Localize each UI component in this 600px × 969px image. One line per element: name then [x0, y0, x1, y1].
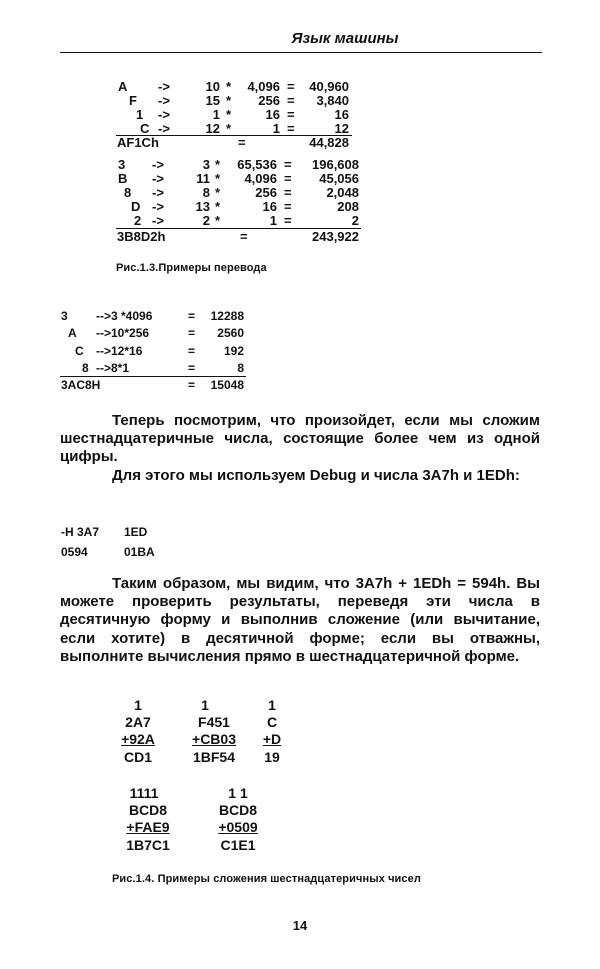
arrow: ->	[158, 121, 170, 136]
arrow: ->	[152, 213, 164, 228]
addend: C	[266, 714, 278, 730]
hex-digit: C	[75, 344, 84, 358]
hex-digit: 1	[136, 107, 144, 122]
decimal-total: 15048	[210, 378, 244, 392]
addition-example	[252, 697, 292, 769]
times-sign: *	[226, 93, 232, 108]
sum-result: CD1	[123, 749, 152, 765]
page-number: 14	[292, 918, 308, 933]
addend-plus: +CB03	[192, 731, 236, 747]
arrow: ->	[152, 171, 164, 186]
hex-digit: 2	[134, 213, 142, 228]
product: 12288	[210, 309, 244, 323]
product: 40,960	[309, 79, 349, 94]
sum-result: 19	[264, 749, 280, 765]
equals-sign: =	[240, 229, 248, 244]
table-row	[0, 361, 600, 376]
place-value: 4,096	[247, 79, 280, 94]
addend: F451	[198, 714, 230, 730]
addition-example	[204, 785, 272, 857]
place-value: 16	[262, 199, 277, 214]
addend-plus: +FAE9	[126, 819, 170, 835]
equals-sign: =	[284, 171, 292, 186]
total-row	[0, 229, 600, 244]
sum-result: 1B7C1	[126, 837, 170, 853]
hex-digit: A	[118, 79, 128, 94]
product: 2560	[217, 326, 244, 340]
arrow: ->	[152, 199, 164, 214]
equals-sign: =	[284, 199, 292, 214]
decimal-digit: 11	[196, 171, 210, 186]
addend: BCD8	[218, 802, 258, 818]
product: 2,048	[326, 185, 359, 200]
equals-sign: =	[284, 185, 292, 200]
equals-sign: =	[188, 344, 196, 358]
carry-digits: 1	[134, 697, 142, 713]
hex-digit: 3	[61, 309, 68, 323]
times-sign: *	[215, 213, 221, 228]
equals-sign: =	[188, 378, 196, 392]
hex-digit: B	[118, 171, 128, 186]
addition-example	[116, 785, 180, 857]
debug-difference: 01BA	[124, 545, 155, 559]
hex-number: 3B8D2h	[117, 229, 166, 244]
expression: -->3 *4096	[96, 309, 153, 323]
paragraph: Для этого мы используем Debug и числа 3A7h и 1EDh:	[112, 466, 520, 484]
product: 2	[351, 213, 359, 228]
arrow: ->	[158, 79, 170, 94]
product: 45,056	[319, 171, 359, 186]
table-row	[0, 171, 600, 186]
times-sign: *	[215, 171, 221, 186]
equals-sign: =	[188, 361, 196, 375]
debug-argument: 1ED	[124, 525, 148, 539]
hex-digit: F	[129, 93, 137, 108]
debug-sum: 0594	[61, 545, 88, 559]
expression: -->12*16	[96, 344, 143, 358]
arrow: ->	[158, 107, 170, 122]
equals-sign: =	[287, 79, 295, 94]
addition-example	[108, 697, 168, 769]
equals-sign: =	[287, 121, 295, 136]
times-sign: *	[215, 157, 221, 172]
place-value: 256	[258, 93, 280, 108]
hex-digit: D	[131, 199, 141, 214]
addend-plus: +92A	[121, 731, 155, 747]
decimal-total: 44,828	[309, 135, 349, 150]
addend: 2A7	[125, 714, 151, 730]
table-row	[0, 79, 600, 94]
body-text	[60, 575, 540, 666]
equals-sign: =	[287, 107, 295, 122]
place-value: 256	[255, 185, 277, 200]
hex-digit: 3	[118, 157, 126, 172]
expression: -->8*1	[96, 361, 130, 375]
product: 196,608	[312, 157, 359, 172]
place-value: 1	[269, 213, 277, 228]
running-header: Язык машины	[291, 30, 399, 47]
times-sign: *	[215, 199, 221, 214]
sum-result: C1E1	[220, 837, 256, 853]
equals-sign: =	[287, 93, 295, 108]
place-value: 16	[265, 107, 280, 122]
header-rule	[60, 52, 542, 53]
arrow: ->	[152, 157, 164, 172]
equals-sign: =	[284, 213, 292, 228]
product: 16	[334, 107, 349, 122]
times-sign: *	[226, 107, 232, 122]
place-value: 4,096	[244, 171, 277, 186]
times-sign: *	[215, 185, 221, 200]
table-row	[0, 93, 600, 108]
table-row	[0, 344, 600, 359]
equals-sign: =	[188, 309, 196, 323]
times-sign: *	[226, 79, 232, 94]
hex-digit: C	[140, 121, 150, 136]
carry-digits: 1 1	[228, 785, 248, 801]
equals-sign: =	[188, 326, 196, 340]
hex-number: AF1Ch	[117, 135, 159, 150]
decimal-digit: 2	[202, 213, 210, 228]
equals-sign: =	[284, 157, 292, 172]
hex-digit: 8	[124, 185, 132, 200]
sum-result: 1BF54	[192, 749, 236, 765]
hex-digit: 8	[82, 361, 89, 375]
product: 12	[334, 121, 349, 136]
decimal-digit: 8	[202, 185, 210, 200]
table-row	[0, 121, 600, 136]
arrow: ->	[152, 185, 164, 200]
addend-plus: +0509	[218, 819, 258, 835]
table-row	[0, 107, 600, 122]
product: 192	[223, 344, 244, 358]
decimal-total: 243,922	[312, 229, 359, 244]
table-row	[0, 326, 600, 341]
table-row	[0, 185, 600, 200]
times-sign: *	[226, 121, 232, 136]
total-row	[0, 135, 600, 150]
decimal-digit: 10	[205, 79, 220, 94]
product: 8	[237, 361, 244, 375]
debug-command: -H 3A7	[61, 525, 100, 539]
expression: -->10*256	[96, 326, 150, 340]
sum-rule	[60, 376, 246, 377]
place-value: 65,536	[237, 157, 277, 172]
product: 208	[337, 199, 359, 214]
table-row	[0, 157, 600, 172]
figure-caption: Рис.1.3.Примеры перевода	[116, 262, 267, 274]
arrow: ->	[158, 93, 170, 108]
addition-example	[180, 697, 248, 769]
addend: BCD8	[128, 802, 168, 818]
total-row	[0, 378, 600, 393]
table-row	[0, 213, 600, 228]
body-text	[60, 412, 540, 485]
decimal-digit: 1	[212, 107, 220, 122]
decimal-digit: 3	[202, 157, 210, 172]
carry-digits: 1	[201, 697, 209, 713]
hex-digit: A	[68, 326, 77, 340]
paragraph: Таким образом, мы видим, что 3A7h + 1EDh = 594h. Вы можете проверить результаты, переведя эти числа в десятичную форму и выполнив сложение (или вычитание, если хотите) в десятичной форме; если вы отважны, выполните вычисления прямо в шестнадцатеричной форме.	[60, 575, 540, 665]
decimal-digit: 12	[205, 121, 220, 136]
figure-caption: Рис.1.4. Примеры сложения шестнадцатеричных чисел	[112, 873, 421, 885]
decimal-digit: 13	[195, 199, 210, 214]
equals-sign: =	[238, 135, 246, 150]
hex-number: 3AC8H	[61, 378, 101, 392]
carry-digits: 1111	[129, 785, 159, 801]
carry-digits: 1	[268, 697, 276, 713]
place-value: 1	[272, 121, 280, 136]
addend-plus: +D	[262, 731, 282, 747]
table-row	[0, 199, 600, 214]
paragraph: Теперь посмотрим, что произойдет, если мы сложим шестнадцатеричные числа, состоящие более чем из одной цифры.	[60, 412, 540, 466]
table-row	[0, 309, 600, 324]
product: 3,840	[316, 93, 349, 108]
decimal-digit: 15	[205, 93, 220, 108]
